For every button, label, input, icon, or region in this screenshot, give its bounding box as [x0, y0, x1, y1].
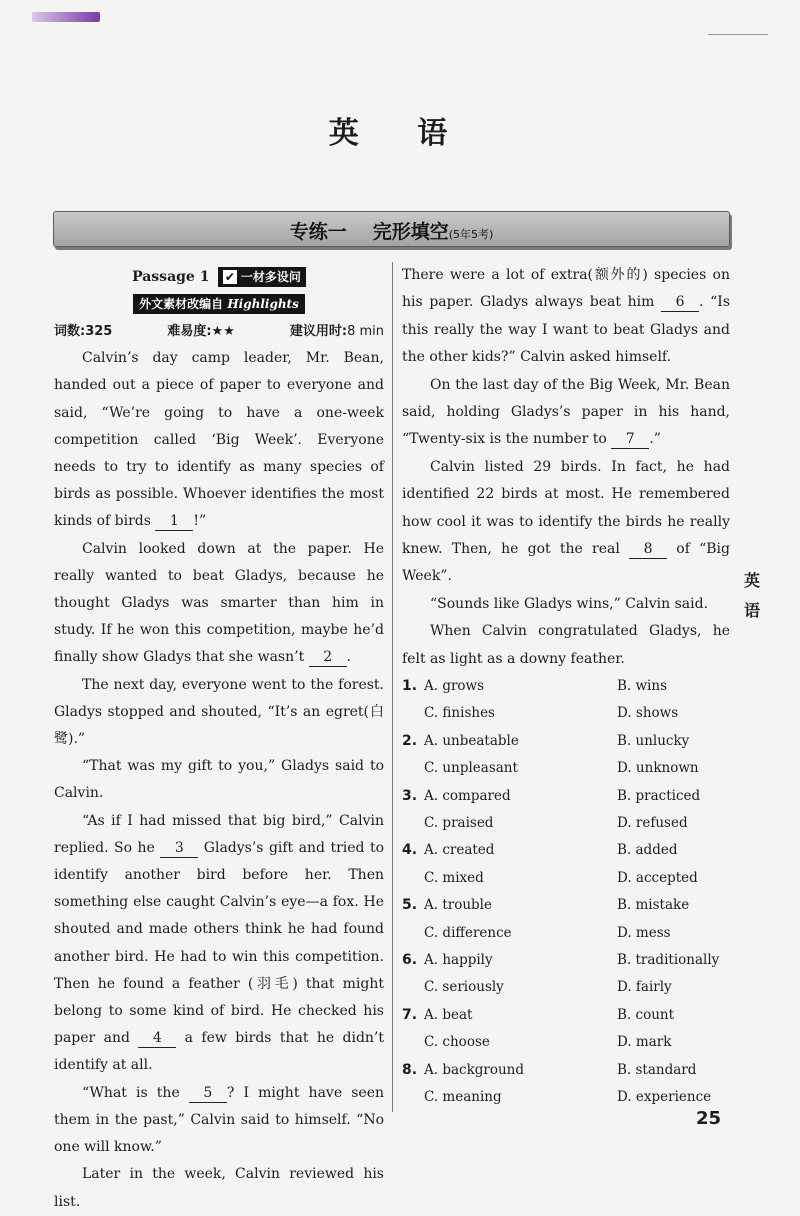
- check-icon: ✔: [224, 270, 235, 284]
- option-a[interactable]: A. created: [424, 842, 495, 859]
- option-d[interactable]: D. experience: [617, 1088, 712, 1105]
- paragraph-2: Calvin looked down at the paper. He really wanted to beat Gladys, because he thought Gladys was smarter than him in study. If he won this competition, maybe he’d finally show Gladys that she wasn’t 2 .: [54, 540, 384, 666]
- option-d[interactable]: D. refused: [617, 815, 688, 832]
- option-b[interactable]: B. traditionally: [617, 952, 720, 968]
- paragraph-3: The next day, everyone went to the forest. Gladys stopped and shouted, “It’s an egret(白鹭).”: [54, 676, 384, 748]
- option-c[interactable]: C. meaning: [424, 1088, 502, 1105]
- option-a[interactable]: A. trouble: [424, 897, 492, 914]
- difficulty: [167, 318, 235, 345]
- suggested-time: [290, 318, 384, 345]
- banner-subtitle: (5年5考): [448, 228, 494, 241]
- question-row: [402, 728, 730, 755]
- option-d[interactable]: D. mark: [617, 1034, 672, 1051]
- question-number: 4.: [402, 842, 418, 859]
- passage-tag-label: 一材多设问: [240, 270, 301, 284]
- paragraph-4: “That was my gift to you,” Gladys said to Calvin.: [54, 758, 384, 802]
- source-box: [133, 294, 305, 314]
- passage-heading-row: [54, 264, 384, 291]
- column-divider: [392, 262, 393, 1112]
- option-c[interactable]: C. praised: [424, 815, 494, 832]
- question-row: [402, 1057, 730, 1084]
- option-c[interactable]: C. choose: [424, 1034, 490, 1051]
- option-a[interactable]: A. unbeatable: [424, 732, 519, 749]
- time-label: 建议用时:: [289, 324, 348, 339]
- page-number: 25: [696, 1108, 722, 1129]
- word-count: 词数:325: [54, 324, 113, 339]
- option-d[interactable]: D. mess: [617, 924, 671, 941]
- option-c[interactable]: C. seriously: [424, 979, 504, 996]
- option-a[interactable]: A. happily: [424, 952, 493, 968]
- left-column: [54, 264, 384, 1216]
- question-row-cont: [402, 865, 730, 892]
- option-c[interactable]: C. unpleasant: [424, 760, 518, 777]
- blank-1: 1: [155, 512, 193, 531]
- option-a[interactable]: A. grows: [424, 678, 485, 695]
- paragraph-8: There were a lot of extra(额外的) species on his paper. Gladys always beat him 6 . “Is this really the way I want to beat Gladys and the other kids?” Calvin asked himself.: [402, 267, 731, 366]
- option-b[interactable]: B. wins: [617, 678, 667, 695]
- passage-meta: [54, 318, 384, 345]
- option-b[interactable]: B. added: [617, 842, 678, 859]
- question-row: [402, 892, 730, 919]
- section-banner: [53, 211, 730, 247]
- option-d[interactable]: D. accepted: [617, 869, 698, 886]
- banner-title: 完形填空: [372, 221, 449, 243]
- question-row-cont: [402, 755, 730, 782]
- banner-text: [54, 217, 729, 244]
- time-value: 8 min: [347, 324, 384, 339]
- passage-heading: Passage 1: [132, 269, 210, 285]
- paragraph-9: On the last day of the Big Week, Mr. Bean said, holding Gladys’s paper in his hand, “Twenty-six is the number to 7 .”: [402, 376, 730, 448]
- paragraph-7: Later in the week, Calvin reviewed his list.: [54, 1166, 384, 1210]
- question-row-cont: [402, 920, 730, 947]
- blank-6: 6: [661, 293, 699, 312]
- option-d[interactable]: D. shows: [617, 705, 679, 722]
- question-row: [402, 837, 730, 864]
- question-number: 7.: [402, 1006, 418, 1023]
- option-b[interactable]: B. unlucky: [617, 732, 690, 749]
- side-tab: 英语: [743, 571, 760, 620]
- question-number: 8.: [402, 1061, 418, 1078]
- question-number: 3.: [402, 787, 418, 804]
- option-a[interactable]: A. beat: [424, 1006, 473, 1023]
- blank-7: 7: [611, 430, 649, 449]
- blank-4: 4: [138, 1029, 176, 1048]
- question-row: [402, 783, 730, 810]
- question-row: [402, 673, 730, 700]
- question-number: 2.: [402, 732, 418, 749]
- paragraph-11: “Sounds like Gladys wins,” Calvin said.: [430, 595, 709, 612]
- option-c[interactable]: C. finishes: [424, 705, 495, 722]
- question-row-cont: [402, 810, 730, 837]
- blank-3: 3: [160, 839, 198, 858]
- option-b[interactable]: B. standard: [617, 1061, 697, 1078]
- source-prefix: 外文素材改编自: [139, 297, 228, 311]
- blank-8: 8: [629, 540, 667, 559]
- paragraph-5: “As if I had missed that big bird,” Calvin replied. So he 3 Gladys’s gift and tried to identify another bird before her. Then something else caught Calvin’s eye—a fox. He shouted and made others think he had found another bird. He had to win this competition. Then he found a feather (羽毛) that might belong to some kind of bird. He checked his paper and 4 a few birds that he didn’t identify at all.: [54, 812, 384, 1074]
- option-c[interactable]: C. difference: [424, 924, 512, 941]
- question-row-cont: [402, 974, 730, 1001]
- difficulty-label: 难易度:: [167, 324, 212, 339]
- question-row-cont: [402, 1029, 730, 1056]
- source-title: Highlights: [227, 297, 299, 311]
- paragraph-6: “What is the 5 ? I might have seen them in the past,” Calvin said to himself. “No one will know.”: [54, 1084, 384, 1156]
- question-row: [402, 1002, 730, 1029]
- decorative-line: [708, 34, 768, 35]
- paragraph-1: Calvin’s day camp leader, Mr. Bean, handed out a piece of paper to everyone and said, “We’re going to have a one-week competition called ‘Big Week’. Everyone needs to try to identify as many species of birds as possible. Whoever identifies the most kinds of birds 1 !”: [54, 350, 384, 530]
- blank-2: 2: [309, 648, 347, 667]
- difficulty-stars: ★★: [211, 324, 235, 339]
- blank-5: 5: [189, 1084, 227, 1103]
- source-row: [54, 291, 384, 318]
- option-d[interactable]: D. fairly: [617, 979, 672, 996]
- paragraph-10: Calvin listed 29 birds. In fact, he had identified 22 birds at most. He remembered how cool it was to identify the birds he really knew. Then, he got the real 8 of “Big Week”.: [402, 458, 730, 585]
- option-a[interactable]: A. compared: [424, 787, 511, 804]
- right-column: [402, 262, 730, 1111]
- question-options: [402, 673, 730, 1111]
- question-number: 6.: [402, 952, 418, 968]
- option-b[interactable]: B. practiced: [617, 787, 701, 804]
- question-row-cont: [402, 700, 730, 727]
- question-row: [402, 947, 730, 974]
- passage-tag: [218, 267, 306, 287]
- subject-title: 英 语: [328, 116, 472, 151]
- option-b[interactable]: B. mistake: [617, 897, 690, 914]
- option-c[interactable]: C. mixed: [424, 869, 484, 886]
- decorative-bar: [32, 12, 100, 22]
- option-a[interactable]: A. background: [424, 1061, 525, 1078]
- option-d[interactable]: D. unknown: [617, 760, 699, 777]
- question-number: 5.: [402, 897, 418, 914]
- option-b[interactable]: B. count: [617, 1006, 675, 1023]
- paragraph-12: When Calvin congratulated Gladys, he felt as light as a downy feather.: [402, 623, 730, 667]
- banner-label: 专练一: [289, 221, 347, 243]
- question-row-cont: [402, 1084, 730, 1111]
- question-number: 1.: [402, 678, 418, 695]
